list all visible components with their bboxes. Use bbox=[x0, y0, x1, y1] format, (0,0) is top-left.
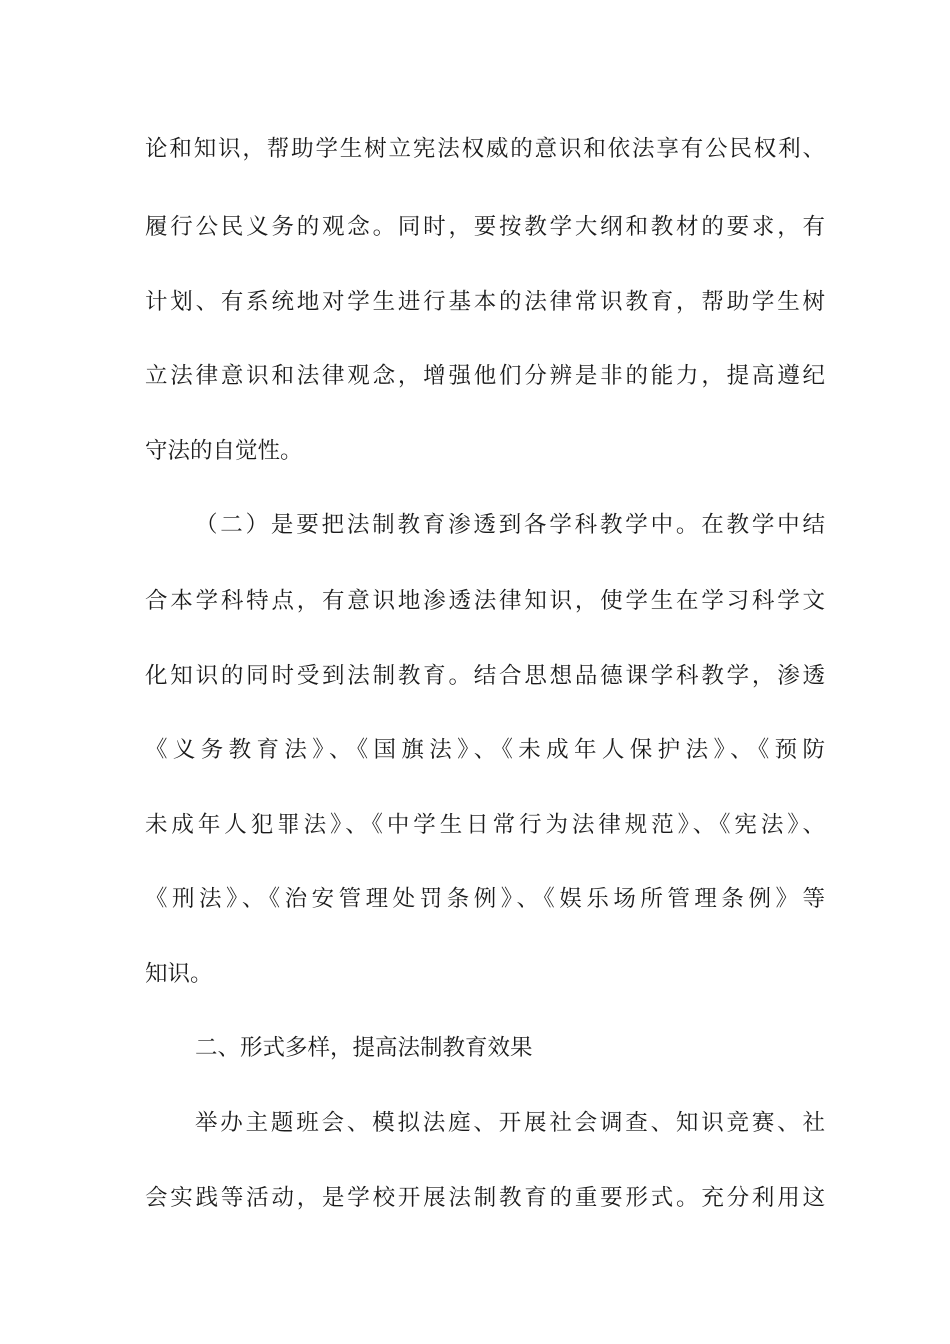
text-line: 合本学科特点，有意识地渗透法律知识，使学生在学习科学文 bbox=[145, 588, 825, 614]
text-line: 会实践等活动，是学校开展法制教育的重要形式。充分利用这 bbox=[145, 1185, 825, 1211]
text-line: 立法律意识和法律观念，增强他们分辨是非的能力，提高遵纪 bbox=[145, 363, 825, 389]
section-heading: 二、形式多样，提高法制教育效果 bbox=[195, 1035, 533, 1061]
paragraph-start-line: （二）是要把法制教育渗透到各学科教学中。在教学中结 bbox=[195, 512, 825, 538]
text-line: 《刑法》、《治安管理处罚条例》、《娱乐场所管理条例》等 bbox=[145, 886, 825, 912]
paragraph-start-line: 举办主题班会、模拟法庭、开展社会调查、知识竞赛、社 bbox=[195, 1110, 825, 1136]
text-line: 履行公民义务的观念。同时，要按教学大纲和教材的要求，有 bbox=[145, 214, 825, 240]
text-line: 计划、有系统地对学生进行基本的法律常识教育，帮助学生树 bbox=[145, 289, 825, 315]
text-line: 未成年人犯罪法》、《中学生日常行为法律规范》、《宪法》、 bbox=[145, 812, 825, 838]
text-line: 守法的自觉性。 bbox=[145, 438, 303, 464]
text-line: 论和知识，帮助学生树立宪法权威的意识和依法享有公民权利、 bbox=[145, 136, 825, 162]
text-line: 知识。 bbox=[145, 961, 213, 987]
text-line: 《义务教育法》、《国旗法》、《未成年人保护法》、《预防 bbox=[145, 737, 825, 763]
text-line: 化知识的同时受到法制教育。结合思想品德课学科教学，渗透 bbox=[145, 663, 825, 689]
